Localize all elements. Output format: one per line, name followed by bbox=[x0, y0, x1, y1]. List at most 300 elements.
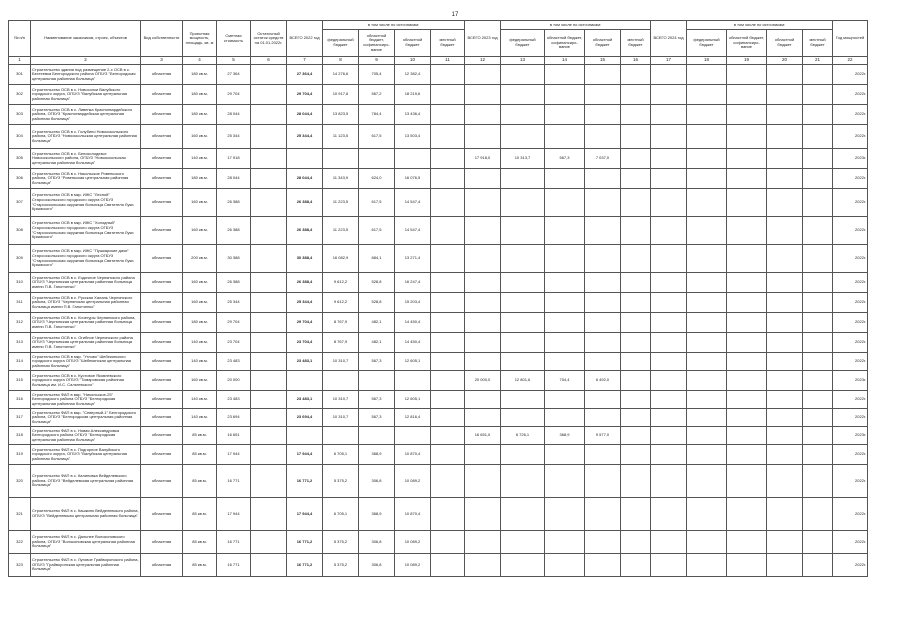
header-total-2023: ВСЕГО 2023 год bbox=[465, 21, 501, 57]
row-balance bbox=[251, 445, 287, 465]
row-local-2023 bbox=[621, 85, 651, 105]
row-local-2024 bbox=[803, 353, 833, 371]
row-total-2024 bbox=[651, 169, 687, 189]
row-balance bbox=[251, 353, 287, 371]
row-federal-2022: 10 310,7 bbox=[323, 353, 359, 371]
row-total-2024 bbox=[651, 409, 687, 427]
row-total-2022 bbox=[287, 371, 323, 391]
row-local-2023 bbox=[621, 189, 651, 217]
row-regional-cofin-2024 bbox=[727, 353, 767, 371]
row-regional-cofin-2022: 306,8 bbox=[359, 465, 395, 498]
row-capacity: 140 кв.м. bbox=[183, 409, 217, 427]
row-number: 316 bbox=[9, 391, 31, 409]
row-regional-cofin-2023 bbox=[545, 313, 585, 333]
row-ownership: областная bbox=[141, 531, 183, 554]
column-number: 13 bbox=[501, 57, 545, 65]
row-regional-2022: 12 605,1 bbox=[395, 353, 431, 371]
row-regional-cofin-2022: 482,1 bbox=[359, 333, 395, 353]
row-regional-2022: 13 271,4 bbox=[395, 245, 431, 273]
row-total-2022: 29 704,4 bbox=[287, 313, 323, 333]
row-regional-cofin-2022: 368,9 bbox=[359, 445, 395, 465]
row-total-2023 bbox=[465, 409, 501, 427]
row-regional-cofin-2022: 567,3 bbox=[359, 353, 395, 371]
row-local-2022 bbox=[431, 85, 465, 105]
row-regional-cofin-2022: 567,3 bbox=[359, 391, 395, 409]
row-regional-2024 bbox=[767, 409, 803, 427]
row-federal-2023: 12 801,6 bbox=[501, 371, 545, 391]
row-regional-2022 bbox=[395, 149, 431, 169]
row-cost: 23 704 bbox=[217, 333, 251, 353]
row-total-2023 bbox=[465, 189, 501, 217]
row-federal-2023 bbox=[501, 65, 545, 85]
row-capacity: 160 кв.м. bbox=[183, 125, 217, 149]
row-local-2024 bbox=[803, 445, 833, 465]
header-number: № п/п bbox=[9, 21, 31, 57]
row-federal-2024 bbox=[687, 245, 727, 273]
row-balance bbox=[251, 554, 287, 577]
row-regional-2024 bbox=[767, 371, 803, 391]
row-regional-2022: 10 870,4 bbox=[395, 498, 431, 531]
row-regional-2022: 13 436,4 bbox=[395, 105, 431, 125]
column-number: 9 bbox=[359, 57, 395, 65]
row-regional-2024 bbox=[767, 85, 803, 105]
row-total-2022: 28 044,4 bbox=[287, 169, 323, 189]
row-federal-2023 bbox=[501, 245, 545, 273]
row-ownership: областная bbox=[141, 105, 183, 125]
row-regional-2024 bbox=[767, 245, 803, 273]
row-capacity: 180 кв.м. bbox=[183, 169, 217, 189]
row-capacity: 140 кв.м. bbox=[183, 149, 217, 169]
row-regional-cofin-2023 bbox=[545, 65, 585, 85]
row-regional-cofin-2022: 528,8 bbox=[359, 273, 395, 293]
row-capacity: 85 кв.м. bbox=[183, 531, 217, 554]
table-row bbox=[9, 293, 868, 313]
row-year: 2023г. bbox=[833, 371, 868, 391]
row-local-2024 bbox=[803, 293, 833, 313]
row-balance bbox=[251, 391, 287, 409]
row-number: 318 bbox=[9, 427, 31, 445]
row-name: Строительство ОСВ в с. Новосолки Валуйского городского округа, ОГБУЗ "Валуйская центральная районная больница" bbox=[31, 85, 141, 105]
table-row bbox=[9, 409, 868, 427]
row-regional-2023 bbox=[585, 125, 621, 149]
row-federal-2024 bbox=[687, 409, 727, 427]
column-number: 18 bbox=[687, 57, 727, 65]
header-total-2022: ВСЕГО 2022 год bbox=[287, 21, 323, 57]
row-regional-2022: 16 247,4 bbox=[395, 273, 431, 293]
row-local-2024 bbox=[803, 105, 833, 125]
row-total-2022: 16 771,2 bbox=[287, 531, 323, 554]
row-federal-2024 bbox=[687, 531, 727, 554]
row-total-2022: 27 364,4 bbox=[287, 65, 323, 85]
row-total-2024 bbox=[651, 125, 687, 149]
row-name: Строительство ФАП в с. Подгорное Валуйского городского округа, ОГБУЗ "Валуйская центральная районная больница" bbox=[31, 445, 141, 465]
row-regional-cofin-2022: 368,9 bbox=[359, 498, 395, 531]
row-local-2023 bbox=[621, 125, 651, 149]
row-total-2022 bbox=[287, 427, 323, 445]
table-row bbox=[9, 245, 868, 273]
row-federal-2022 bbox=[323, 149, 359, 169]
row-federal-2024 bbox=[687, 149, 727, 169]
row-number: 304 bbox=[9, 125, 31, 149]
row-federal-2023 bbox=[501, 465, 545, 498]
row-federal-2023 bbox=[501, 105, 545, 125]
row-ownership: областная bbox=[141, 189, 183, 217]
row-cost: 17 944 bbox=[217, 445, 251, 465]
row-ownership: областная bbox=[141, 293, 183, 313]
row-regional-2022: 10 089,2 bbox=[395, 554, 431, 577]
row-total-2022: 16 771,2 bbox=[287, 465, 323, 498]
row-balance bbox=[251, 169, 287, 189]
row-regional-2022 bbox=[395, 371, 431, 391]
row-regional-cofin-2024 bbox=[727, 333, 767, 353]
row-number: 319 bbox=[9, 445, 31, 465]
row-regional-cofin-2022: 884,1 bbox=[359, 245, 395, 273]
row-federal-2023 bbox=[501, 445, 545, 465]
row-federal-2023 bbox=[501, 333, 545, 353]
header-regional-2024: областной бюджет bbox=[767, 30, 803, 57]
row-ownership: областная bbox=[141, 554, 183, 577]
row-total-2024 bbox=[651, 245, 687, 273]
row-total-2024 bbox=[651, 333, 687, 353]
column-number: 15 bbox=[585, 57, 621, 65]
row-regional-2024 bbox=[767, 217, 803, 245]
row-ownership: областная bbox=[141, 427, 183, 445]
row-total-2023 bbox=[465, 273, 501, 293]
column-number: 6 bbox=[251, 57, 287, 65]
row-federal-2023 bbox=[501, 353, 545, 371]
row-local-2022 bbox=[431, 427, 465, 445]
row-year: 2022г. bbox=[833, 293, 868, 313]
row-year: 2022г. bbox=[833, 353, 868, 371]
row-total-2024 bbox=[651, 371, 687, 391]
row-regional-2023 bbox=[585, 333, 621, 353]
header-regional-2023: областной бюджет bbox=[585, 30, 621, 57]
row-cost: 28 044 bbox=[217, 169, 251, 189]
row-ownership: областная bbox=[141, 169, 183, 189]
row-regional-2023 bbox=[585, 217, 621, 245]
row-regional-2022 bbox=[395, 427, 431, 445]
row-local-2023 bbox=[621, 313, 651, 333]
row-local-2023 bbox=[621, 217, 651, 245]
row-capacity: 85 кв.м. bbox=[183, 498, 217, 531]
row-total-2023 bbox=[465, 391, 501, 409]
row-regional-2022: 15 203,4 bbox=[395, 293, 431, 313]
row-regional-cofin-2022: 306,8 bbox=[359, 531, 395, 554]
row-local-2023 bbox=[621, 169, 651, 189]
row-balance bbox=[251, 427, 287, 445]
page-number: 17 bbox=[451, 12, 459, 18]
row-total-2024 bbox=[651, 149, 687, 169]
row-federal-2024 bbox=[687, 427, 727, 445]
row-ownership: областная bbox=[141, 445, 183, 465]
budget-table-container bbox=[8, 20, 868, 577]
row-federal-2023 bbox=[501, 531, 545, 554]
table-row bbox=[9, 353, 868, 371]
row-federal-2024 bbox=[687, 125, 727, 149]
row-total-2022: 26 388,4 bbox=[287, 273, 323, 293]
row-total-2022: 28 044,4 bbox=[287, 105, 323, 125]
header-regional-cofin-2024: областной бюджет, софинансиро-вание bbox=[727, 30, 767, 57]
row-total-2024 bbox=[651, 189, 687, 217]
row-total-2024 bbox=[651, 85, 687, 105]
row-regional-2024 bbox=[767, 531, 803, 554]
row-year: 2022г. bbox=[833, 105, 868, 125]
row-total-2024 bbox=[651, 353, 687, 371]
row-name: Строительство ФАП в с. Кашкино Вейделевского района, ОГБУЗ "Вейделевская центральная районная больница" bbox=[31, 498, 141, 531]
row-total-2022 bbox=[287, 149, 323, 169]
row-local-2022 bbox=[431, 465, 465, 498]
row-regional-2024 bbox=[767, 333, 803, 353]
column-number: 14 bbox=[545, 57, 585, 65]
row-balance bbox=[251, 65, 287, 85]
table-row bbox=[9, 313, 868, 333]
header-local-2023: местный бюджет bbox=[621, 30, 651, 57]
row-federal-2024 bbox=[687, 498, 727, 531]
row-regional-cofin-2024 bbox=[727, 293, 767, 313]
column-number: 20 bbox=[767, 57, 803, 65]
row-year: 2022г. bbox=[833, 498, 868, 531]
row-local-2024 bbox=[803, 125, 833, 149]
row-name: Строительство ФАП в мкр. "Северный-1" Белгородского района, ОГБУЗ "Белгородская центральная районная больница" bbox=[31, 409, 141, 427]
header-sources-2023: в том числе по источникам: bbox=[501, 21, 651, 30]
row-federal-2024 bbox=[687, 371, 727, 391]
row-local-2023 bbox=[621, 105, 651, 125]
row-year: 2022г. bbox=[833, 245, 868, 273]
row-regional-2023 bbox=[585, 189, 621, 217]
row-name: Строительство ФАП в с. Калиновка Вейделевского района, ОГБУЗ "Вейделевская центральная районная больница" bbox=[31, 465, 141, 498]
row-regional-cofin-2023 bbox=[545, 409, 585, 427]
row-regional-2024 bbox=[767, 189, 803, 217]
row-number: 302 bbox=[9, 85, 31, 105]
row-year: 2022г. bbox=[833, 85, 868, 105]
row-regional-cofin-2023 bbox=[545, 125, 585, 149]
row-regional-cofin-2024 bbox=[727, 85, 767, 105]
row-capacity: 200 кв.м. bbox=[183, 245, 217, 273]
row-regional-2022: 10 089,2 bbox=[395, 465, 431, 498]
row-local-2022 bbox=[431, 189, 465, 217]
row-ownership: областная bbox=[141, 313, 183, 333]
row-regional-2024 bbox=[767, 293, 803, 313]
row-local-2022 bbox=[431, 554, 465, 577]
row-name: Строительство ОСВ в с. Голубино Новооскольского района, ОГБУЗ "Новооскольская центральная районная больница" bbox=[31, 125, 141, 149]
row-regional-2022: 10 870,4 bbox=[395, 445, 431, 465]
row-local-2024 bbox=[803, 531, 833, 554]
row-cost: 29 704 bbox=[217, 85, 251, 105]
row-balance bbox=[251, 149, 287, 169]
row-local-2024 bbox=[803, 371, 833, 391]
row-regional-cofin-2023 bbox=[545, 554, 585, 577]
row-total-2023 bbox=[465, 465, 501, 498]
row-local-2023 bbox=[621, 273, 651, 293]
row-total-2023: 16 651,0 bbox=[465, 427, 501, 445]
header-year: Год мощностей bbox=[833, 21, 868, 57]
row-local-2022 bbox=[431, 125, 465, 149]
row-local-2023 bbox=[621, 391, 651, 409]
row-year: 2023г. bbox=[833, 149, 868, 169]
row-regional-cofin-2024 bbox=[727, 65, 767, 85]
row-regional-2022: 16 076,5 bbox=[395, 169, 431, 189]
row-number: 308 bbox=[9, 217, 31, 245]
row-regional-cofin-2022: 624,0 bbox=[359, 169, 395, 189]
row-number: 315 bbox=[9, 371, 31, 391]
row-total-2022: 25 344,4 bbox=[287, 125, 323, 149]
row-year: 2022г. bbox=[833, 531, 868, 554]
column-number: 10 bbox=[395, 57, 431, 65]
row-total-2024 bbox=[651, 217, 687, 245]
row-name: Строительство ФАП в с. Луговое Грайворонского района, ОГБУЗ "Грайворонская центральная районная больница" bbox=[31, 554, 141, 577]
row-total-2023 bbox=[465, 65, 501, 85]
row-regional-cofin-2024 bbox=[727, 149, 767, 169]
row-local-2024 bbox=[803, 149, 833, 169]
row-local-2022 bbox=[431, 313, 465, 333]
row-regional-2024 bbox=[767, 427, 803, 445]
row-regional-2024 bbox=[767, 169, 803, 189]
row-regional-2023 bbox=[585, 353, 621, 371]
row-number: 303 bbox=[9, 105, 31, 125]
row-ownership: областная bbox=[141, 371, 183, 391]
row-federal-2022: 5 375,2 bbox=[323, 531, 359, 554]
row-number: 307 bbox=[9, 189, 31, 217]
row-ownership: областная bbox=[141, 125, 183, 149]
row-regional-cofin-2023 bbox=[545, 245, 585, 273]
row-local-2023 bbox=[621, 409, 651, 427]
row-regional-cofin-2022: 567,3 bbox=[359, 409, 395, 427]
row-total-2024 bbox=[651, 313, 687, 333]
row-cost: 16 651 bbox=[217, 427, 251, 445]
row-regional-cofin-2024 bbox=[727, 105, 767, 125]
row-federal-2023 bbox=[501, 273, 545, 293]
row-year: 2022г. bbox=[833, 465, 868, 498]
row-total-2023 bbox=[465, 293, 501, 313]
row-regional-cofin-2024 bbox=[727, 391, 767, 409]
row-ownership: областная bbox=[141, 217, 183, 245]
row-regional-2024 bbox=[767, 105, 803, 125]
row-regional-cofin-2022: 528,8 bbox=[359, 293, 395, 313]
row-year: 2022г. bbox=[833, 554, 868, 577]
row-ownership: областная bbox=[141, 65, 183, 85]
row-local-2022 bbox=[431, 391, 465, 409]
row-regional-cofin-2023 bbox=[545, 189, 585, 217]
row-federal-2022: 5 375,2 bbox=[323, 554, 359, 577]
table-row bbox=[9, 445, 868, 465]
row-regional-2022: 14 547,4 bbox=[395, 217, 431, 245]
table-row bbox=[9, 465, 868, 498]
row-total-2023: 20 000,0 bbox=[465, 371, 501, 391]
row-federal-2024 bbox=[687, 85, 727, 105]
row-regional-2023 bbox=[585, 498, 621, 531]
row-regional-cofin-2023 bbox=[545, 169, 585, 189]
row-local-2022 bbox=[431, 531, 465, 554]
row-number: 322 bbox=[9, 531, 31, 554]
table-row bbox=[9, 217, 868, 245]
row-federal-2024 bbox=[687, 169, 727, 189]
row-federal-2023: 6 726,1 bbox=[501, 427, 545, 445]
row-local-2023 bbox=[621, 65, 651, 85]
row-total-2024 bbox=[651, 498, 687, 531]
row-total-2023 bbox=[465, 498, 501, 531]
row-balance bbox=[251, 217, 287, 245]
row-number: 306 bbox=[9, 169, 31, 189]
row-regional-cofin-2023: 704,4 bbox=[545, 371, 585, 391]
row-total-2022: 23 704,4 bbox=[287, 333, 323, 353]
row-local-2022 bbox=[431, 498, 465, 531]
row-regional-2023 bbox=[585, 445, 621, 465]
row-total-2024 bbox=[651, 465, 687, 498]
row-cost: 17 944 bbox=[217, 498, 251, 531]
row-total-2024 bbox=[651, 531, 687, 554]
row-capacity: 140 кв.м. bbox=[183, 391, 217, 409]
row-balance bbox=[251, 105, 287, 125]
row-federal-2022: 10 310,7 bbox=[323, 409, 359, 427]
row-name: Строительство ОСВ в с. Белоколодезье Новооскольского района, ОГБУЗ "Новооскольская центральная районная больница" bbox=[31, 149, 141, 169]
row-federal-2024 bbox=[687, 65, 727, 85]
row-number: 310 bbox=[9, 273, 31, 293]
row-total-2024 bbox=[651, 427, 687, 445]
row-total-2022: 17 944,4 bbox=[287, 445, 323, 465]
row-federal-2022: 10 310,7 bbox=[323, 391, 359, 409]
row-ownership: областная bbox=[141, 498, 183, 531]
row-regional-2023: 6 492,0 bbox=[585, 371, 621, 391]
row-regional-cofin-2024 bbox=[727, 409, 767, 427]
row-local-2024 bbox=[803, 85, 833, 105]
row-regional-2022: 12 605,1 bbox=[395, 391, 431, 409]
row-number: 312 bbox=[9, 313, 31, 333]
row-regional-cofin-2024 bbox=[727, 273, 767, 293]
row-number: 320 bbox=[9, 465, 31, 498]
row-total-2024 bbox=[651, 554, 687, 577]
row-capacity: 140 кв.м. bbox=[183, 333, 217, 353]
row-year: 2022г. bbox=[833, 217, 868, 245]
row-regional-2022: 13 503,4 bbox=[395, 125, 431, 149]
row-number: 323 bbox=[9, 554, 31, 577]
row-ownership: областная bbox=[141, 409, 183, 427]
row-regional-cofin-2024 bbox=[727, 498, 767, 531]
row-regional-cofin-2023: 368,9 bbox=[545, 427, 585, 445]
row-ownership: областная bbox=[141, 353, 183, 371]
row-balance bbox=[251, 531, 287, 554]
row-local-2024 bbox=[803, 427, 833, 445]
row-local-2022 bbox=[431, 65, 465, 85]
row-name: Строительство ФАП в мкр. "Никольское-25" Белгородского района ОГБУЗ "Белгородская центральная районная больница" bbox=[31, 391, 141, 409]
row-ownership: областная bbox=[141, 391, 183, 409]
row-regional-2024 bbox=[767, 554, 803, 577]
row-local-2022 bbox=[431, 245, 465, 273]
row-regional-2023 bbox=[585, 313, 621, 333]
row-local-2022 bbox=[431, 293, 465, 313]
row-number: 313 bbox=[9, 333, 31, 353]
row-total-2023 bbox=[465, 169, 501, 189]
row-cost: 25 344 bbox=[217, 125, 251, 149]
column-number: 1 bbox=[9, 57, 31, 65]
row-ownership: областная bbox=[141, 85, 183, 105]
row-local-2022 bbox=[431, 149, 465, 169]
row-local-2022 bbox=[431, 445, 465, 465]
row-regional-cofin-2023 bbox=[545, 353, 585, 371]
row-regional-2023 bbox=[585, 554, 621, 577]
row-capacity: 160 кв.м. bbox=[183, 189, 217, 217]
row-federal-2022: 9 612,2 bbox=[323, 273, 359, 293]
row-regional-cofin-2022: 705,4 bbox=[359, 65, 395, 85]
row-balance bbox=[251, 273, 287, 293]
row-number: 301 bbox=[9, 65, 31, 85]
row-balance bbox=[251, 371, 287, 391]
header-federal-2023: федеральный бюджет bbox=[501, 30, 545, 57]
row-year: 2022г. bbox=[833, 125, 868, 149]
row-regional-cofin-2023 bbox=[545, 217, 585, 245]
row-regional-cofin-2023 bbox=[545, 273, 585, 293]
row-local-2022 bbox=[431, 273, 465, 293]
row-ownership: областная bbox=[141, 245, 183, 273]
